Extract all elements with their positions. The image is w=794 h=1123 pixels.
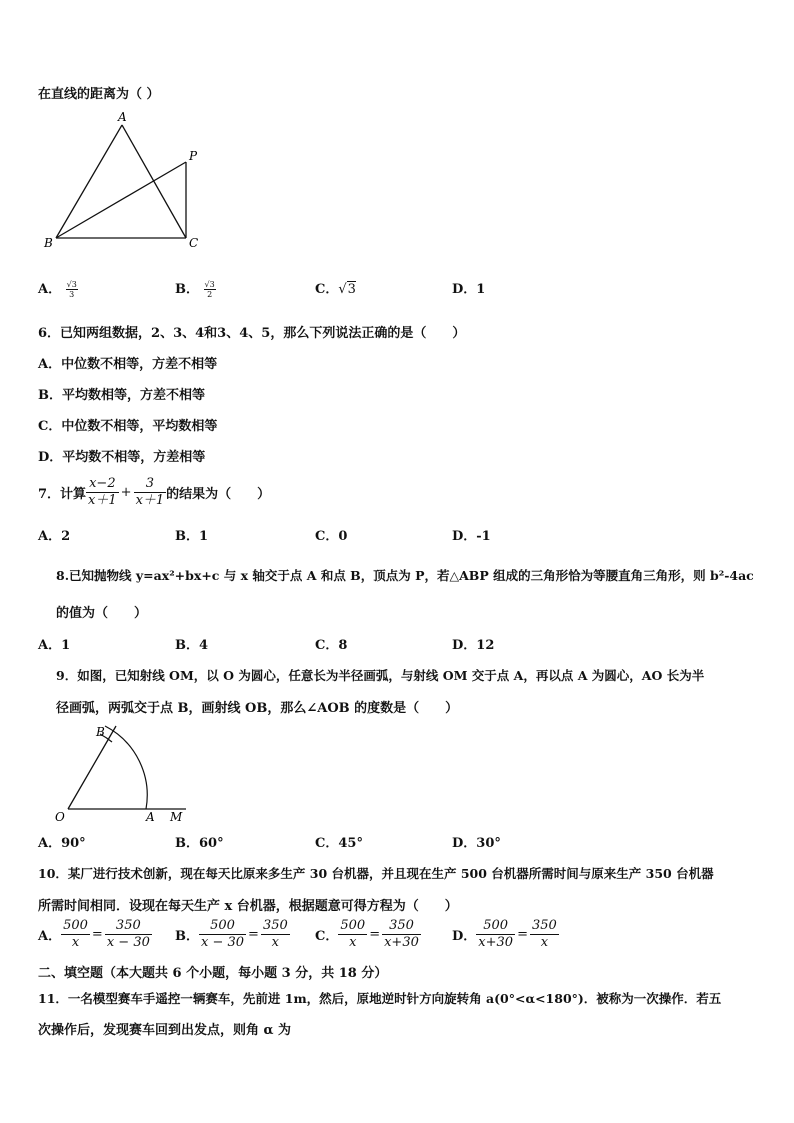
q11-line1: 11．一名模型赛车手遥控一辆赛车，先前进 1m，然后，原地逆时针方向旋转角 a(0°<α<180°)．被称为一次操作．若五 [38,991,722,1006]
q7-option-c: C．0 [315,529,348,544]
q5-option-a: A． $\frac{√3}{3}$ [38,280,77,299]
label-O: O [55,810,65,824]
label-B: B [44,236,53,250]
q9-line1: 9．如图，已知射线 OM，以 O 为圆心，任意长为半径画弧，与射线 OM 交于点 A，再以点 A 为圆心，AO 长为半 [56,668,705,683]
q5-option-b: B． $\frac{√3}{2}$ [175,280,215,299]
q8-option-a: A．1 [38,638,71,653]
q10-line1: 10．某厂进行技术创新，现在每天比原来多生产 30 台机器，并且现在生产 500 台机器所需时间与原来生产 350 台机器 [38,866,714,881]
q10-option-b: B． $\frac{500}{x - 30}$ = $\frac{350}{x}$ [175,918,288,950]
q7-option-d: D．-1 [452,529,491,544]
label-P: P [189,149,198,163]
q10-line2: 所需时间相同．设现在每天生产 x 台机器，根据题意可得方程为（ ） [38,899,458,914]
q10-option-d: D． $\frac{500}{x+30}$ = $\frac{350}{x}$ [452,918,557,950]
q5-stem: 在直线的距离为（ ） [38,87,160,102]
q9-line2: 径画弧，两弧交于点 B，画射线 OB，那么∠AOB 的度数是（ ） [56,701,459,716]
q7-fraction-1: $\frac{x-2}{x+1}$ [88,475,117,508]
angle-figure [50,720,200,828]
q8-option-b: B．4 [175,638,209,653]
q6-option-d: D．平均数不相等，方差相等 [38,450,206,465]
q9-option-c: C．45° [315,836,363,851]
q9-option-d: D．30° [452,836,501,851]
q9-option-a: A．90° [38,836,86,851]
q9-option-b: B．60° [175,836,224,851]
q10-option-a: A． $\frac{500}{x}$ = $\frac{350}{x - 30}$ [38,918,150,950]
q5-option-d: D．1 [452,282,486,297]
q7-option-a: A．2 [38,529,71,544]
q7-fraction-2: $\frac{3}{x+1}$ [135,475,165,508]
label-A: A [146,810,155,824]
q8-option-c: C．8 [315,638,348,653]
label-C: C [189,236,199,250]
q6-stem: 6．已知两组数据，2、3、4和3、4、5，那么下列说法正确的是（ ） [38,326,466,341]
q10-option-c: C． $\frac{500}{x}$ = $\frac{350}{x+30}$ [315,918,419,950]
q6-option-b: B．平均数相等，方差不相等 [38,388,205,403]
q11-line2: 次操作后，发现赛车回到出发点，则角 α 为 [38,1023,292,1038]
label-A: A [118,110,127,124]
triangle-figure [38,108,208,253]
q6-option-c: C．中位数不相等，平均数相等 [38,419,218,434]
q8-line1: 8.已知抛物线 y=ax²+bx+c 与 x 轴交于点 A 和点 B，顶点为 P，若△ABP 组成的三角形恰为等腰直角三角形，则 b²-4ac [56,568,754,583]
q5-option-c: C．√3 [315,282,356,297]
label-B: B [96,725,105,739]
q7-stem: 7．计算 $\frac{x-2}{x+1}$ + $\frac{3}{x+1}$ 的结果为（ ） [38,475,271,508]
q7-option-b: B．1 [175,529,209,544]
label-M: M [170,810,183,824]
section-heading: 二、填空题（本大题共 6 个小题，每小题 3 分，共 18 分） [38,966,388,981]
q6-option-a: A．中位数不相等，方差不相等 [38,357,218,372]
q8-option-d: D．12 [452,638,495,653]
q8-line2: 的值为（ ） [56,606,148,621]
